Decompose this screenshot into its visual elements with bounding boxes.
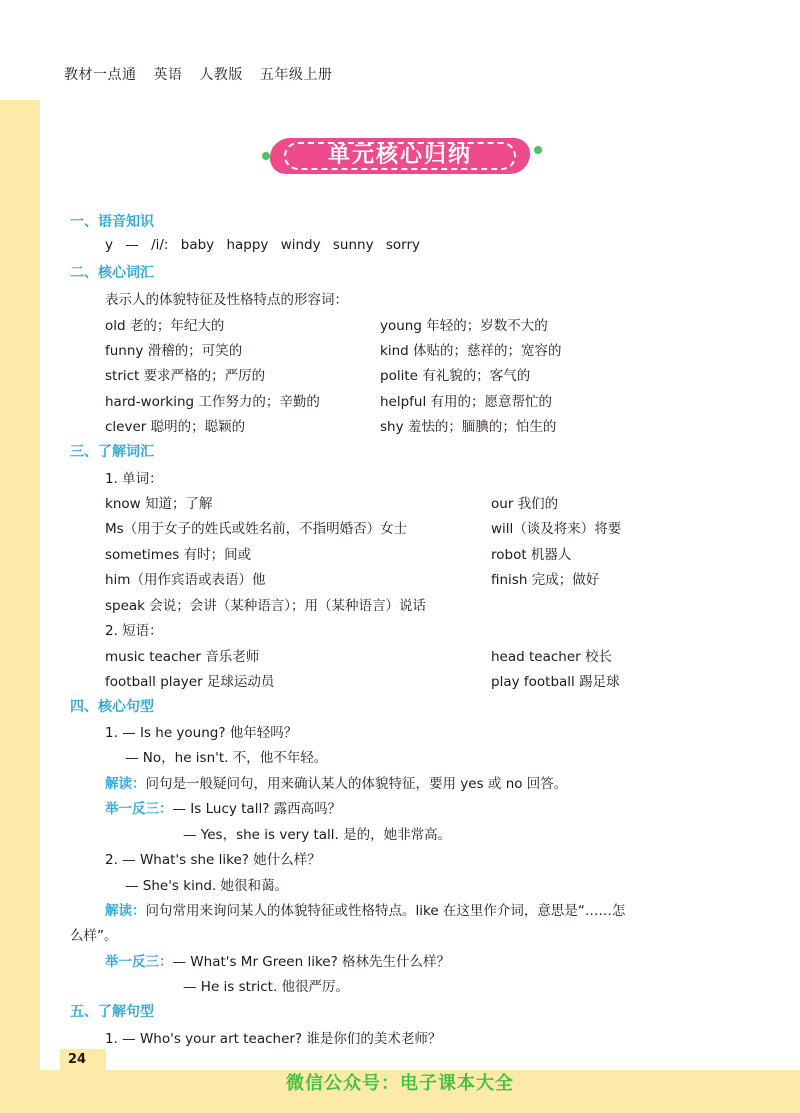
words-heading: 1. 单词： (105, 471, 163, 487)
explain-text-cont: 么样”。 (70, 928, 118, 944)
phrase-item: music teacher 音乐老师 (105, 649, 260, 665)
side-decor-band (0, 100, 40, 1113)
word-item: speak 会说；会讲（某种语言）；用（某种语言）说话 (105, 598, 427, 614)
vocab-item: kind 体贴的；慈祥的；宽容的 (380, 343, 562, 359)
explain-text: 问句常用来询问某人的体貌特征或性格特点。like 在这里作介词，意思是“……怎 (145, 903, 626, 919)
vocab-item: strict 要求严格的；严厉的 (105, 368, 266, 384)
vocab-item: hard-working 工作努力的；辛勤的 (105, 394, 320, 410)
word-item: him（用作宾语或表语）他 (105, 572, 266, 588)
explain-label: 解读： (105, 903, 146, 919)
example-q: — What's Mr Green like? 格林先生什么样？ (172, 954, 451, 970)
word-item: Ms（用于女子的姓氏或姓名前，不指明婚否）女士 (105, 521, 408, 537)
page-number: 24 (60, 1049, 106, 1071)
vocab-item: helpful 有用的；愿意帮忙的 (380, 394, 553, 410)
phrase-item: play football 踢足球 (491, 674, 620, 690)
word-item: our 我们的 (491, 496, 559, 512)
sentence-q1: 1. — Is he young? 他年轻吗？ (105, 725, 298, 741)
explain-label: 解读： (105, 776, 146, 792)
page-header (64, 64, 344, 84)
section-title-extra-sentences: 五、了解句型 (70, 1004, 154, 1020)
example-label: 举一反三： (105, 801, 173, 817)
explain-text: 问句是一般疑问句，用来确认某人的体貌特征，要用 yes 或 no 回答。 (145, 776, 568, 792)
example-a: — He is strict. 他很严厉。 (183, 979, 350, 995)
section-title-extra-vocab: 三、了解词汇 (70, 444, 154, 460)
example-a: — Yes，she is very tall. 是的，她非常高。 (183, 827, 452, 843)
header-publisher: 人教版 (199, 67, 243, 83)
banner-title: 单元核心归纳 (327, 143, 472, 168)
phrases-heading: 2. 短语： (105, 623, 163, 639)
word-item: know 知道；了解 (105, 496, 213, 512)
section-title-core-vocab: 二、核心词汇 (70, 265, 154, 281)
phonics-line: y — /i/: baby happy windy sunny sorry (105, 237, 421, 253)
sentence-q2: 2. — What's she like? 她什么样？ (105, 852, 321, 868)
vocab-item: funny 滑稽的；可笑的 (105, 343, 243, 359)
example-q: — Is Lucy tall? 露西高吗？ (172, 801, 342, 817)
vocab-item: shy 羞怯的；腼腆的；怕生的 (380, 419, 557, 435)
header-book: 教材一点通 (64, 67, 137, 83)
word-item: sometimes 有时；间或 (105, 547, 252, 563)
watermark-text: 微信公众号：电子课本大全 (286, 1073, 514, 1094)
vocab-item: young 年轻的；岁数不大的 (380, 318, 548, 334)
extra-sentence-q1: 1. — Who's your art teacher? 谁是你们的美术老师？ (105, 1031, 442, 1047)
banner-dot-left (262, 152, 270, 160)
sentence-a2: — She's kind. 她很和蔼。 (125, 878, 289, 894)
vocab-item: old 老的；年纪大的 (105, 318, 225, 334)
word-item: robot 机器人 (491, 547, 572, 563)
banner-dot-right (534, 146, 542, 154)
example-label: 举一反三： (105, 954, 173, 970)
word-item: will（谈及将来）将要 (491, 521, 622, 537)
phrase-item: head teacher 校长 (491, 649, 612, 665)
header-grade: 五年级上册 (259, 67, 333, 83)
header-subject: 英语 (153, 67, 183, 83)
core-vocab-intro: 表示人的体貌特征及性格特点的形容词： (105, 292, 348, 308)
vocab-item: polite 有礼貌的；客气的 (380, 368, 531, 384)
section-title-core-sentences: 四、核心句型 (70, 699, 154, 715)
section-title-phonics: 一、语音知识 (70, 214, 154, 230)
sentence-a1: — No，he isn't. 不，他不年轻。 (125, 750, 328, 766)
phrase-item: football player 足球运动员 (105, 674, 275, 690)
word-item: finish 完成；做好 (491, 572, 600, 588)
vocab-item: clever 聪明的；聪颖的 (105, 419, 246, 435)
